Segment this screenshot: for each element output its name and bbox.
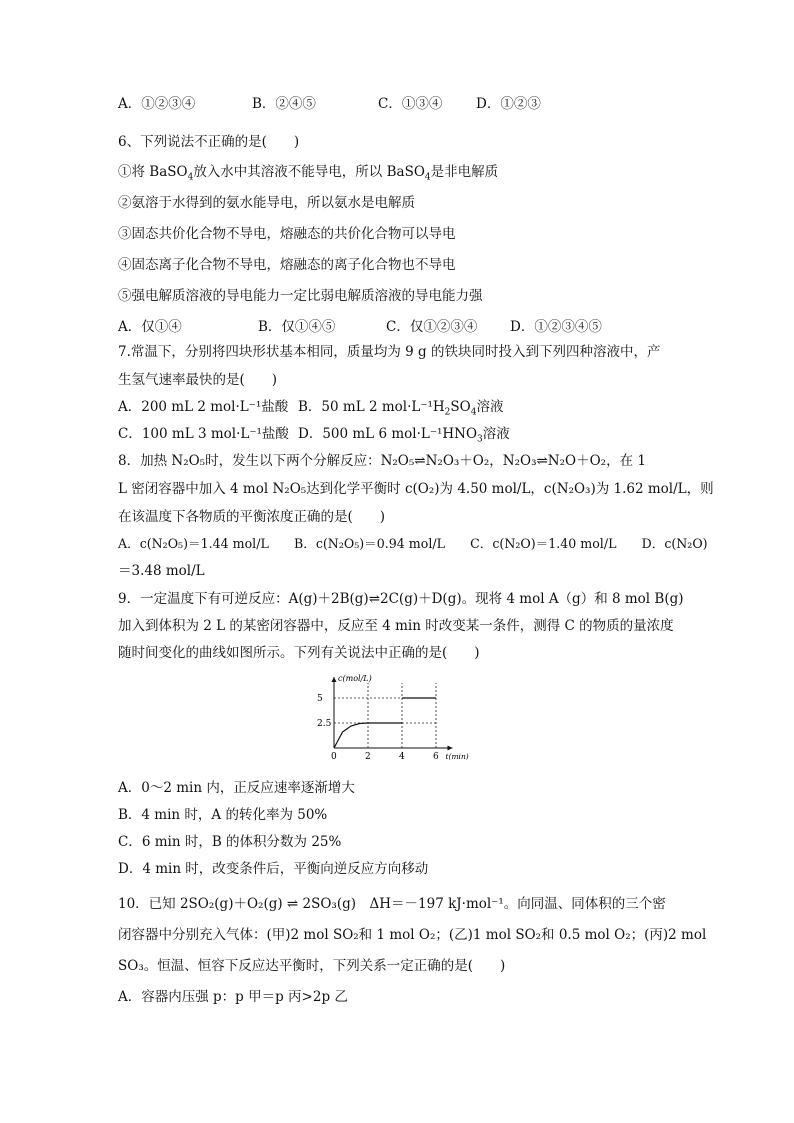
q10-line-3: SO₃。恒温、恒容下反应达平衡时，下列关系一定正确的是( ) bbox=[118, 958, 506, 974]
q6-statement-2: ②氨溶于水得到的氨水能导电，所以氨水是电解质 bbox=[118, 195, 415, 211]
q8-line-3: 在该温度下各物质的平衡浓度正确的是( ) bbox=[118, 509, 386, 525]
q9-option-c: C．6 min 时，B 的体积分数为 25% bbox=[118, 834, 342, 850]
q6-option-c: C．仅①②③④ bbox=[386, 319, 478, 335]
q6-options bbox=[118, 318, 602, 336]
q5-option-d: D．①②③ bbox=[476, 96, 541, 112]
q9-option-a: A．0～2 min 内，正反应速率逐渐增大 bbox=[118, 780, 355, 796]
q5-option-a: A．①②③④ bbox=[118, 96, 196, 112]
q6-option-b: B．仅①④⑤ bbox=[258, 319, 336, 335]
q7-options-ab bbox=[118, 398, 503, 416]
q7-option-b: B．50 mL 2 $mol\cdot L^{-1}H_2SO_4$溶液 bbox=[298, 399, 504, 418]
q8-options: A．c(N₂O₅)＝1.44 mol/L B．c(N₂O₅)＝0.94 mol/L C．c(N₂O)＝1.40 mol/L D．c(N₂O) bbox=[118, 536, 708, 551]
q5-option-c: C．①③④ bbox=[378, 96, 443, 112]
q7-option-a: A．200 mL 2 mol·L⁻¹盐酸 bbox=[118, 399, 289, 415]
q9-line-2: 加入到体积为 2 L 的某密闭容器中，反应至 4 min 时改变某一条件，测得 C 的物质的量浓度 bbox=[118, 618, 674, 634]
q9-line-1: 9．一定温度下有可逆反应：A(g)＋2B(g)⇌2C(g)＋D(g)。现将 4 mol A（g）和 8 mol B(g) bbox=[118, 591, 684, 607]
q8-line-2: L 密闭容器中加入 4 mol N₂O₅达到化学平衡时 c(O₂)为 4.50 mol/L，c(N₂O₃)为 1.62 mol/L，则 bbox=[118, 481, 714, 497]
y-tick-label-2.5: 2.5 bbox=[317, 719, 332, 729]
q6-statement-4: ④固态离子化合物不导电，熔融态的离子化合物也不导电 bbox=[118, 257, 456, 273]
q6-statement-1: ①将 BaSO$_4$放入水中其溶液不能导电，所以 BaSO$_4$是非电解质 bbox=[118, 164, 499, 183]
q6-statement-3: ③固态共价化合物不导电，熔融态的共价化合物可以导电 bbox=[118, 226, 456, 242]
q7-stem-2: 生氢气速率最快的是( ) bbox=[118, 372, 278, 388]
q6-stem: 6、下列说法不正确的是( ) bbox=[118, 134, 300, 150]
chart-layer bbox=[317, 674, 469, 762]
concentration-time-chart bbox=[310, 668, 480, 768]
q5-options bbox=[118, 95, 541, 113]
y-axis-label: c(mol/L) bbox=[338, 674, 372, 683]
x-axis-arrow bbox=[448, 746, 453, 751]
q9-option-d: D．4 min 时，改变条件后，平衡向逆反应方向移动 bbox=[118, 861, 429, 877]
q6-statement-5: ⑤强电解质溶液的导电能力一定比弱电解质溶液的导电能力强 bbox=[118, 288, 483, 304]
q8-options-continued: ＝3.48 mol/L bbox=[118, 563, 205, 579]
q7-option-d: D．500 mL 6 $mol\cdot L^{-1}HNO_3$溶液 bbox=[298, 426, 510, 445]
x-axis-label: t(min) bbox=[445, 752, 469, 761]
x-tick-label-6: 6 bbox=[433, 752, 439, 762]
q10-line-1: 10．已知 2SO₂(g)＋O₂(g) ⇌ 2SO₃(g) ΔH＝－197 kJ·mol⁻¹。向同温、同体积的三个密 bbox=[118, 896, 666, 912]
q10-line-2: 闭容器中分别充入气体：(甲)2 mol SO₂和 1 mol O₂；(乙)1 mol SO₂和 0.5 mol O₂；(丙)2 mol bbox=[118, 927, 707, 943]
x-tick-label-0: 0 bbox=[331, 752, 337, 762]
q8-line-1: 8．加热 N₂O₅时，发生以下两个分解反应：N₂O₅⇌N₂O₃＋O₂，N₂O₃⇌N₂O＋O₂，在 1 bbox=[118, 453, 646, 469]
q5-option-b: B．②④⑤ bbox=[252, 96, 316, 112]
q7-options-cd bbox=[118, 425, 510, 443]
q10-option-a: A．容器内压强 p：p 甲＝p 丙>2p 乙 bbox=[118, 989, 348, 1005]
x-tick-label-4: 4 bbox=[399, 752, 405, 762]
q9-line-3: 随时间变化的曲线如图所示。下列有关说法中正确的是( ) bbox=[118, 645, 480, 661]
x-tick-label-2: 2 bbox=[365, 752, 371, 762]
y-axis-arrow bbox=[332, 677, 337, 682]
y-tick-label-5: 5 bbox=[317, 694, 323, 704]
q9-option-b: B．4 min 时，A 的转化率为 50% bbox=[118, 807, 328, 823]
q6-option-a: A．仅①④ bbox=[118, 319, 182, 335]
q7-option-c: C．100 mL 3 mol·L⁻¹盐酸 bbox=[118, 426, 289, 442]
q6-option-d: D．①②③④⑤ bbox=[510, 319, 602, 335]
q7-stem-1: 7.常温下，分别将四块形状基本相同，质量均为 9 g 的铁块同时投入到下列四种溶液中，产 bbox=[118, 344, 661, 360]
